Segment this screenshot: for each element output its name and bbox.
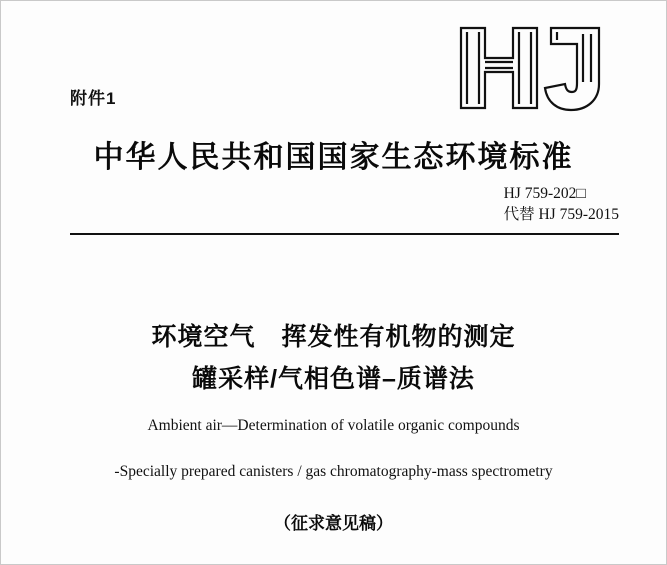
page-title xyxy=(0,316,667,400)
page-title-line-1: 环境空气 挥发性有机物的测定 xyxy=(151,323,516,351)
english-title: Ambient air—Determination of volatile organic compounds xyxy=(147,417,520,434)
attachment-label: 附件1 xyxy=(70,89,117,108)
standard-number: HJ 759-202□ xyxy=(503,185,586,202)
draft-status: （征求意见稿） xyxy=(274,514,393,533)
english-subtitle: -Specially prepared canisters / gas chromatography-mass spectrometry xyxy=(114,463,553,480)
standard-org-title: 中华人民共和国国家生态环境标准 xyxy=(93,141,574,174)
replaces-number: 代替 HJ 759-2015 xyxy=(503,206,619,223)
page-title-line-2: 罐采样/气相色谱–质谱法 xyxy=(192,365,475,393)
hj-logo xyxy=(455,22,605,114)
horizontal-rule xyxy=(70,233,619,235)
standard-number-block xyxy=(504,183,619,225)
